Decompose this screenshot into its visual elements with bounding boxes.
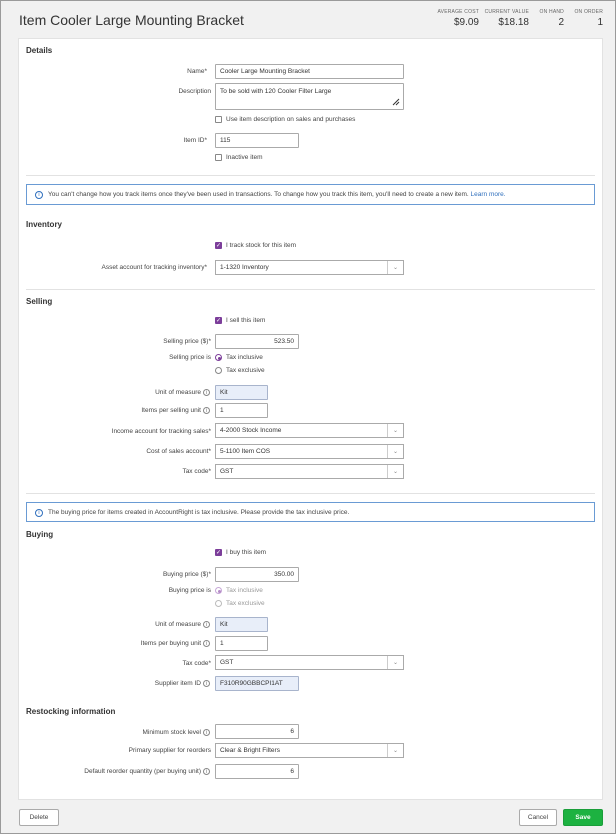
buying-uom-field[interactable]: Kit bbox=[215, 617, 268, 632]
stat-value-current-value: $18.18 bbox=[498, 17, 529, 28]
inventory-heading: Inventory bbox=[26, 220, 63, 229]
use-description-checkbox[interactable] bbox=[215, 116, 222, 123]
asset-account-select[interactable] bbox=[215, 260, 404, 275]
stat-value-average-cost: $9.09 bbox=[453, 17, 479, 28]
description-field[interactable] bbox=[215, 83, 404, 110]
info-icon[interactable]: i bbox=[203, 621, 210, 628]
delete-button[interactable]: Delete bbox=[19, 809, 59, 826]
selling-tax-code-label: Tax code* bbox=[182, 468, 211, 475]
name-label: Name* bbox=[187, 68, 207, 75]
items-per-selling-label: Items per selling unit bbox=[141, 407, 201, 414]
track-stock-checkbox[interactable]: ✓ bbox=[216, 243, 222, 249]
divider bbox=[26, 175, 595, 176]
stat-label-average-cost: AVERAGE COST bbox=[437, 9, 479, 15]
primary-supplier-label: Primary supplier for reorders bbox=[128, 747, 211, 754]
reorder-quantity-field[interactable]: 6 bbox=[215, 764, 299, 779]
buying-tax-inclusive-label: Tax inclusive bbox=[226, 587, 263, 594]
item-form-panel bbox=[18, 38, 603, 800]
income-account-label: Income account for tracking sales* bbox=[111, 428, 211, 435]
info-icon[interactable]: i bbox=[203, 640, 210, 647]
chevron-down-icon[interactable]: ⌄ bbox=[387, 744, 403, 757]
buying-heading: Buying bbox=[26, 530, 54, 539]
learn-more-link[interactable]: Learn more. bbox=[470, 191, 506, 198]
supplier-item-id-label: Supplier item ID bbox=[154, 680, 201, 687]
buying-info-text: The buying price for items created in AccountRight is tax inclusive. Please provide the tax inclusive price. bbox=[48, 509, 350, 516]
info-icon: i bbox=[35, 191, 43, 199]
selling-uom-label: Unit of measure bbox=[155, 389, 201, 396]
buying-tax-exclusive-label: Tax exclusive bbox=[226, 600, 265, 607]
info-icon[interactable]: i bbox=[203, 407, 210, 414]
details-heading: Details bbox=[26, 46, 53, 55]
info-icon: i bbox=[35, 509, 43, 517]
name-field[interactable]: Cooler Large Mounting Bracket bbox=[215, 64, 404, 79]
stat-value-on-hand: 2 bbox=[558, 17, 564, 28]
item-id-label: Item ID* bbox=[183, 137, 207, 144]
cost-of-sales-value: 5-1100 Item COS bbox=[220, 448, 271, 455]
divider bbox=[26, 493, 595, 494]
save-button[interactable]: Save bbox=[563, 809, 603, 826]
selling-price-field[interactable]: 523.50 bbox=[215, 334, 299, 349]
selling-heading: Selling bbox=[26, 297, 53, 306]
primary-supplier-select[interactable] bbox=[215, 743, 404, 758]
stat-label-on-order: ON ORDER bbox=[574, 9, 603, 15]
selling-price-is-label: Selling price is bbox=[169, 354, 211, 361]
selling-tax-inclusive-radio[interactable] bbox=[215, 354, 222, 361]
buying-tax-code-select[interactable] bbox=[215, 655, 404, 670]
chevron-down-icon[interactable]: ⌄ bbox=[387, 424, 403, 437]
buying-uom-label: Unit of measure bbox=[155, 621, 201, 628]
selling-tax-code-select[interactable] bbox=[215, 464, 404, 479]
info-icon[interactable]: i bbox=[203, 389, 210, 396]
restocking-heading: Restocking information bbox=[26, 707, 116, 716]
cancel-button[interactable]: Cancel bbox=[519, 809, 557, 826]
selling-tax-code-value: GST bbox=[220, 468, 234, 475]
items-per-buying-label: Items per buying unit bbox=[140, 640, 201, 647]
buying-tax-inclusive-radio[interactable] bbox=[215, 587, 222, 594]
resize-handle-icon[interactable] bbox=[392, 98, 400, 106]
tracking-info-banner bbox=[26, 184, 595, 205]
buy-item-checkbox[interactable]: ✓ bbox=[216, 550, 222, 556]
chevron-down-icon[interactable]: ⌄ bbox=[387, 465, 403, 478]
buying-price-is-label: Buying price is bbox=[168, 587, 211, 594]
selling-uom-field[interactable]: Kit bbox=[215, 385, 268, 400]
items-per-buying-field[interactable]: 1 bbox=[215, 636, 268, 651]
cost-of-sales-select[interactable] bbox=[215, 444, 404, 459]
minimum-stock-field[interactable]: 6 bbox=[215, 724, 299, 739]
buying-tax-code-value: GST bbox=[220, 659, 234, 666]
cost-of-sales-label: Cost of sales account* bbox=[146, 448, 211, 455]
description-label: Description bbox=[178, 88, 211, 95]
supplier-item-id-field[interactable]: F310R90GBBCPI1AT bbox=[215, 676, 299, 691]
info-icon[interactable]: i bbox=[203, 729, 210, 736]
use-description-label: Use item description on sales and purchases bbox=[226, 116, 356, 123]
selling-tax-exclusive-label: Tax exclusive bbox=[226, 367, 265, 374]
asset-account-value: 1-1320 Inventory bbox=[220, 264, 269, 271]
buying-tax-code-label: Tax code* bbox=[182, 660, 211, 667]
buying-tax-exclusive-radio[interactable] bbox=[215, 600, 222, 607]
inactive-label: Inactive item bbox=[226, 154, 263, 161]
items-per-selling-field[interactable]: 1 bbox=[215, 403, 268, 418]
inactive-checkbox[interactable] bbox=[215, 154, 222, 161]
item-id-field[interactable]: 115 bbox=[215, 133, 299, 148]
stat-value-on-order: 1 bbox=[597, 17, 603, 28]
sell-item-checkbox[interactable]: ✓ bbox=[216, 318, 222, 324]
asset-account-label: Asset account for tracking inventory* bbox=[101, 264, 207, 271]
income-account-value: 4-2000 Stock Income bbox=[220, 427, 282, 434]
info-icon[interactable]: i bbox=[203, 768, 210, 775]
description-text: To be sold with 120 Cooler Filter Large bbox=[220, 88, 332, 95]
minimum-stock-label: Minimum stock level bbox=[142, 729, 201, 736]
income-account-select[interactable] bbox=[215, 423, 404, 438]
stat-label-current-value: CURRENT VALUE bbox=[484, 9, 529, 15]
chevron-down-icon[interactable]: ⌄ bbox=[387, 445, 403, 458]
selling-price-label: Selling price ($)* bbox=[163, 338, 211, 345]
buying-price-label: Buying price ($)* bbox=[162, 571, 211, 578]
selling-tax-inclusive-label: Tax inclusive bbox=[226, 354, 263, 361]
track-stock-label: I track stock for this item bbox=[226, 242, 297, 249]
tracking-info-text: You can't change how you track items once they've been used in transactions. To change how you track this item, you'll need to create a new item. Learn more. bbox=[48, 191, 506, 198]
page-title: Item Cooler Large Mounting Bracket bbox=[19, 12, 244, 28]
stat-label-on-hand: ON HAND bbox=[539, 9, 564, 15]
chevron-down-icon[interactable]: ⌄ bbox=[387, 261, 403, 274]
buying-info-banner bbox=[26, 502, 595, 522]
sell-item-label: I sell this item bbox=[226, 317, 266, 324]
buying-price-field[interactable]: 350.00 bbox=[215, 567, 299, 582]
info-icon[interactable]: i bbox=[203, 680, 210, 687]
buy-item-label: I buy this item bbox=[226, 549, 267, 556]
primary-supplier-value: Clear & Bright Filters bbox=[220, 747, 280, 754]
selling-tax-exclusive-radio[interactable] bbox=[215, 367, 222, 374]
chevron-down-icon[interactable]: ⌄ bbox=[387, 656, 403, 669]
reorder-quantity-label: Default reorder quantity (per buying unit) bbox=[84, 768, 201, 775]
divider bbox=[26, 289, 595, 290]
